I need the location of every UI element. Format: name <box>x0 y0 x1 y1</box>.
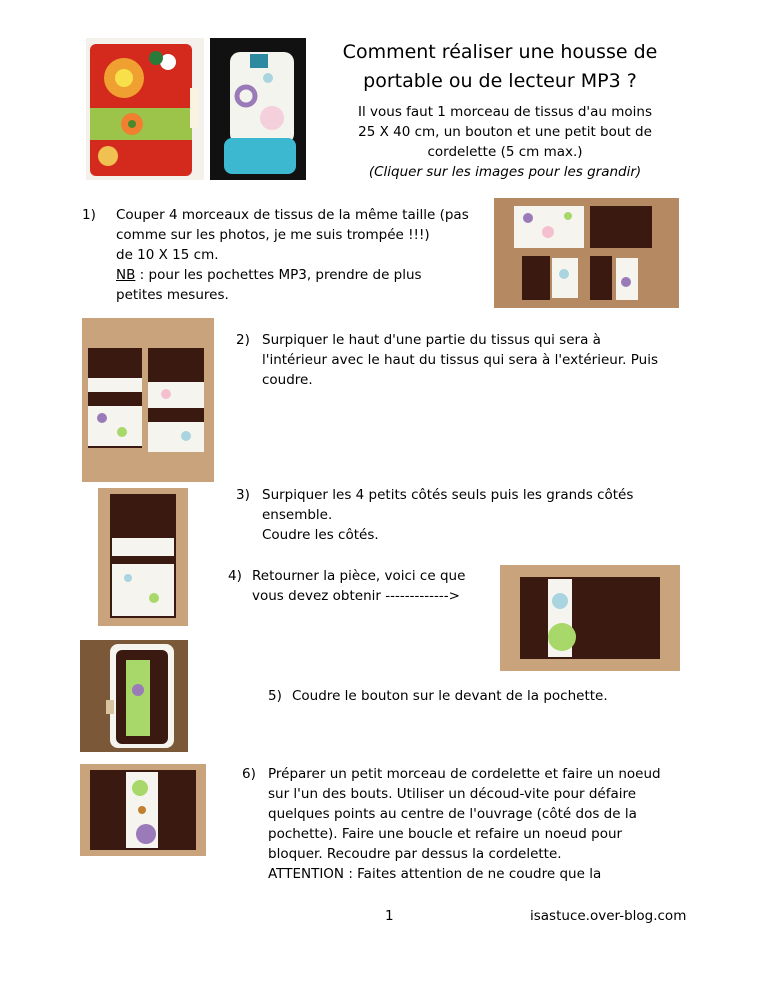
step-5-line-1: Coudre le bouton sur le devant de la pochette. <box>292 688 608 704</box>
step-1-number: 1) <box>82 207 96 223</box>
intro-line-2: 25 X 40 cm, un bouton et une petit bout de <box>358 124 652 140</box>
step-5 <box>268 686 688 706</box>
photo-step-1-fabric-pieces[interactable] <box>494 198 679 308</box>
intro-line-3: cordelette (5 cm max.) <box>427 144 583 160</box>
step-3-line-1: Surpiquer les 4 petits côtés seuls puis les grands côtés <box>262 487 634 503</box>
photo-mp3-case[interactable] <box>210 38 306 180</box>
title-line-1: Comment réaliser une housse de <box>342 41 658 63</box>
step-3-line-3: Coudre les côtés. <box>262 527 379 543</box>
nb-label: NB <box>116 267 136 283</box>
step-4-number: 4) <box>228 568 242 584</box>
step-4-line-2: vous devez obtenir -------------> <box>252 588 460 604</box>
step-6-line-6: ATTENTION : Faites attention de ne coudre que la <box>268 866 602 882</box>
step-1-line-4-text: : pour les pochettes MP3, prendre de plus <box>135 267 422 283</box>
step-2 <box>236 330 706 390</box>
photo-step-3[interactable] <box>98 488 188 626</box>
step-1-line-1: Couper 4 morceaux de tissus de la même taille (pas <box>116 207 469 223</box>
step-6-line-1: Préparer un petit morceau de cordelette et faire un noeud <box>268 766 661 782</box>
step-1-line-5: petites mesures. <box>116 287 229 303</box>
page-number: 1 <box>385 908 394 924</box>
step-5-number: 5) <box>268 688 282 704</box>
intro-note: (Cliquer sur les images pour les grandir) <box>368 164 642 180</box>
step-3-line-2: ensemble. <box>262 507 333 523</box>
photo-step-6[interactable] <box>80 764 206 856</box>
intro-line-1: Il vous faut 1 morceau de tissus d'au moins <box>357 104 653 120</box>
step-2-number: 2) <box>236 332 250 348</box>
photo-step-4[interactable] <box>500 565 680 671</box>
page-title <box>330 38 670 96</box>
step-4-line-1: Retourner la pièce, voici ce que <box>252 568 466 584</box>
site-url[interactable]: isastuce.over-blog.com <box>530 908 687 924</box>
step-6-line-4: pochette). Faire une boucle et refaire un noeud pour <box>268 826 623 842</box>
step-2-line-1: Surpiquer le haut d'une partie du tissus qui sera à <box>262 332 601 348</box>
step-6-line-3: quelques points au centre de l'ouvrage (côté dos de la <box>268 806 637 822</box>
step-1 <box>82 205 482 305</box>
step-1-line-3: de 10 X 15 cm. <box>116 247 219 263</box>
step-6-line-5: bloquer. Recoudre par dessus la cordelette. <box>268 846 562 862</box>
step-1-line-4 <box>116 265 482 285</box>
step-6-number: 6) <box>242 766 256 782</box>
photo-step-2[interactable] <box>82 318 214 482</box>
intro-text <box>335 102 675 182</box>
step-6-line-2: sur l'un des bouts. Utiliser un découd-vite pour défaire <box>268 786 637 802</box>
step-4 <box>228 566 498 606</box>
step-3 <box>236 485 706 545</box>
photo-red-phone-case[interactable] <box>86 38 204 180</box>
title-line-2: portable ou de lecteur MP3 ? <box>363 70 637 92</box>
photo-step-5[interactable] <box>80 640 188 752</box>
step-2-line-2: l'intérieur avec le haut du tissus qui sera à l'extérieur. Puis <box>262 352 658 368</box>
step-1-line-2: comme sur les photos, je me suis trompée !!!) <box>116 227 430 243</box>
step-6 <box>242 764 702 884</box>
step-3-number: 3) <box>236 487 250 503</box>
step-2-line-3: coudre. <box>262 372 313 388</box>
